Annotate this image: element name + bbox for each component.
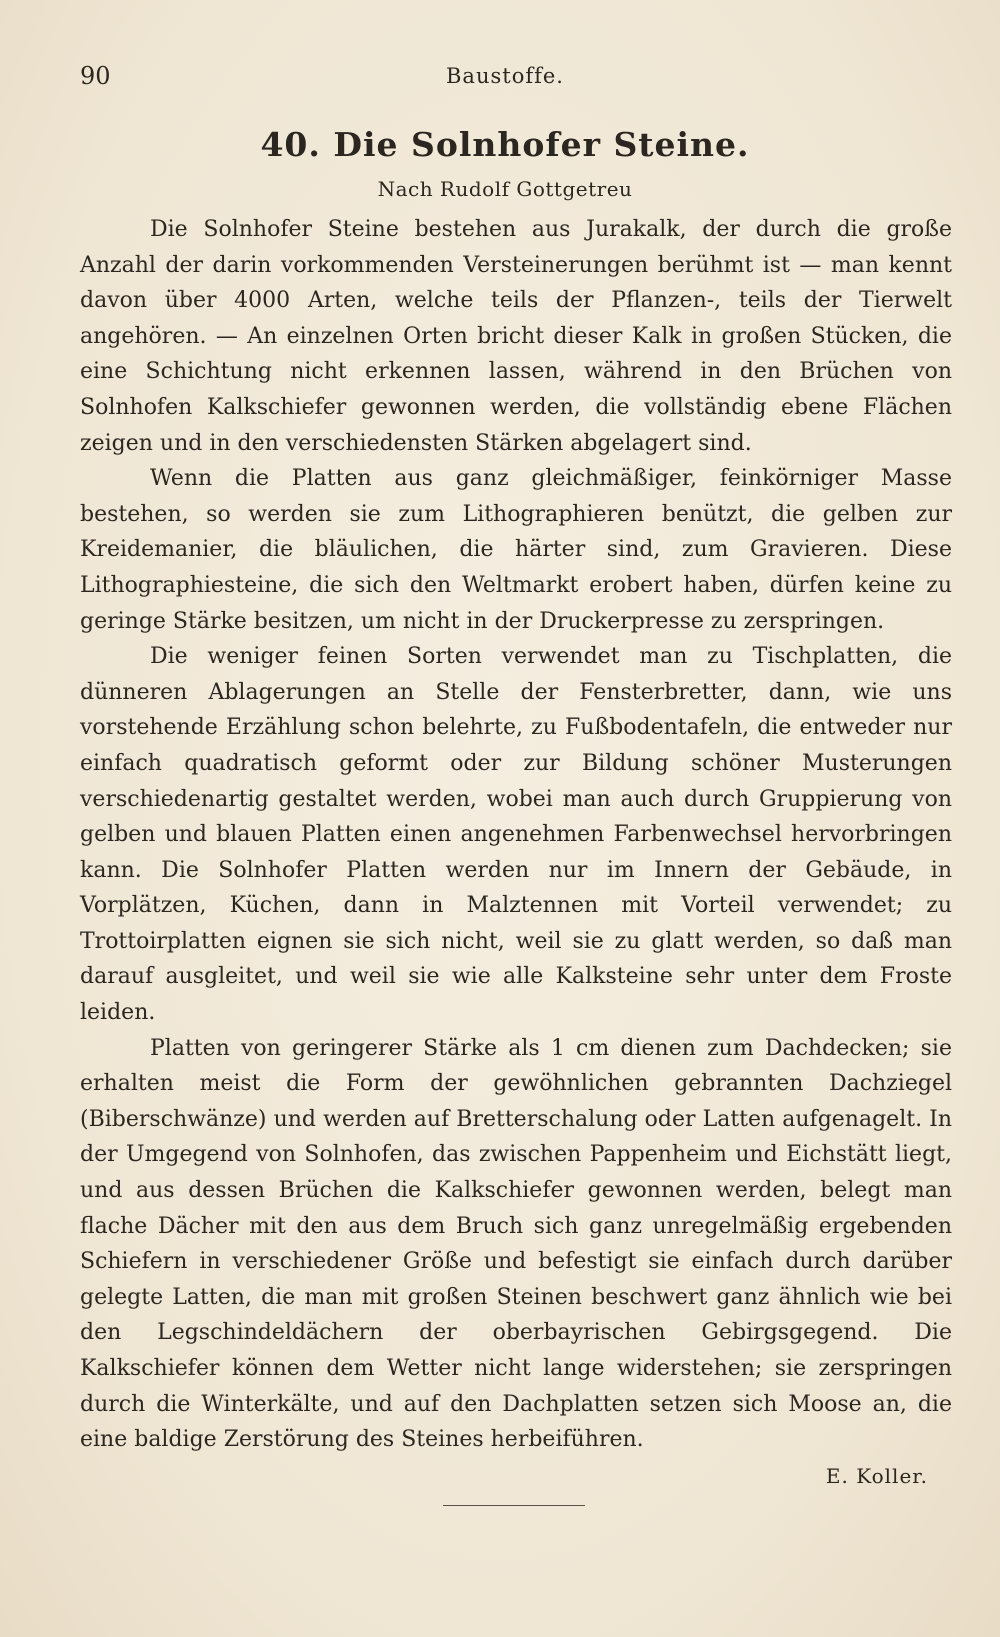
page-number: 90 — [80, 62, 111, 90]
chapter-body — [80, 212, 952, 1458]
paragraph-2: Wenn die Platten aus ganz gleichmäßiger, feinkörniger Masse bestehen, so werden sie zum Lithographieren benützt, die gelben zur Kreidemanier, die bläulichen, die härter sind, zum Gravieren. Diese Lithographiesteine, die sich den Weltmarkt erobert haben, dürfen keine zu geringe Stärke besitzen, um nicht in der Druckerpresse zu zerspringen. — [80, 466, 952, 634]
paragraph-1: Die Solnhofer Steine bestehen aus Jurakalk, der durch die große Anzahl der darin vorkommenden Versteinerungen berühmt ist — man kennt davon über 4000 Arten, welche teils der Pflanzen-, teils der Tierwelt angehören. — An einzelnen Orten bricht dieser Kalk in großen Stücken, die eine Schichtung nicht erkennen lassen, während in den Brüchen von Solnhofen Kalkschiefer gewonnen werden, die vollständig ebene Flächen zeigen und in den verschiedensten Stärken abgelagert sind. — [80, 217, 952, 456]
author-signature: E. Koller. — [825, 1464, 928, 1488]
paragraph-3: Die weniger feinen Sorten verwendet man zu Tischplatten, die dünneren Ablagerungen an Stelle der Fensterbretter, dann, wie uns vorstehende Erzählung schon belehrte, zu Fußbodentafeln, die entweder nur einfach quadratisch geformt oder zur Bildung schöner Musterungen verschiedenartig gestaltet werden, wobei man auch durch Gruppierung von gelben und blauen Platten einen angenehmen Farbenwechsel hervorbringen kann. Die Solnhofer Platten werden nur im Innern der Gebäude, in Vorplätzen, Küchen, dann in Malztennen mit Vorteil verwendet; zu Trottoirplatten eignen sie sich nicht, weil sie zu glatt werden, so daß man darauf ausgleitet, und weil sie wie alle Kalksteine sehr unter dem Froste leiden. — [80, 644, 952, 1026]
chapter-byline: Nach Rudolf Gottgetreu — [377, 177, 633, 201]
running-head: Baustoffe. — [446, 64, 564, 88]
end-rule — [443, 1505, 585, 1506]
paragraph-4: Platten von geringerer Stärke als 1 cm dienen zum Dachdecken; sie erhalten meist die Form der gewöhnlichen gebrannten Dachziegel (Biberschwänze) und werden auf Bretterschalung oder Latten aufgenagelt. In der Umgegend von Solnhofen, das zwischen Pappenheim und Eichstätt liegt, und aus dessen Brüchen die Kalkschiefer gewonnen werden, belegt man flache Dächer mit den aus dem Bruch sich ganz unregelmäßig ergebenden Schiefern in verschiedener Größe und befestigt sie einfach durch darüber gelegte Latten, die man mit großen Steinen beschwert ganz ähnlich wie bei den Legschindeldächern der oberbayrischen Gebirgsgegend. Die Kalkschiefer können dem Wetter nicht lange widerstehen; sie zerspringen durch die Winterkälte, und auf den Dachplatten setzen sich Moose an, die eine baldige Zerstörung des Steines herbeiführen. — [80, 1035, 952, 1453]
chapter-title: 40. Die Solnhofer Steine. — [260, 125, 750, 164]
page-header — [80, 62, 930, 92]
